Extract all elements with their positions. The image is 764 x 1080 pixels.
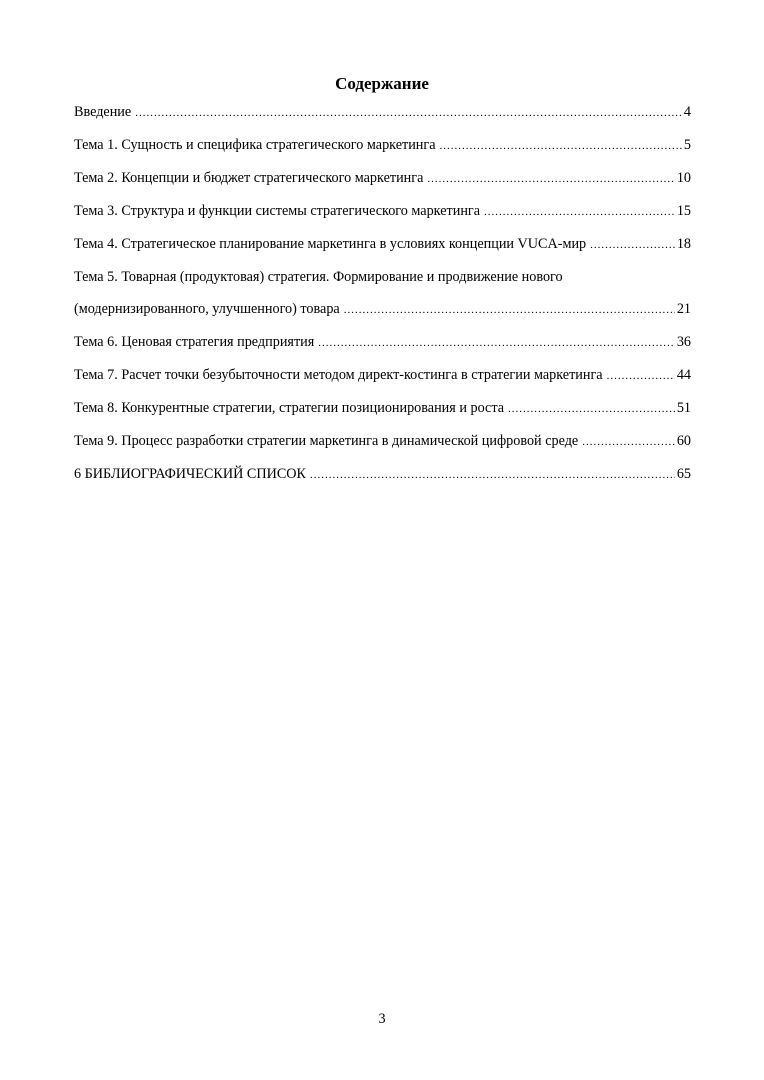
toc-entry-introduction[interactable]	[74, 101, 691, 123]
dot-leader	[440, 135, 682, 157]
toc-entry-text: Тема 2. Концепции и бюджет стратегического маркетинга	[74, 170, 424, 186]
toc-entry-bibliography[interactable]	[74, 463, 691, 485]
toc-entry-topic-6[interactable]	[74, 331, 691, 353]
dot-leader	[508, 398, 675, 420]
toc-entry-topic-1[interactable]	[74, 134, 691, 156]
toc-entry-text: Тема 4. Стратегическое планирование маркетинга в условиях концепции VUCA-мир	[74, 236, 587, 252]
toc-entry-topic-5[interactable]	[74, 266, 691, 320]
toc-entry-topic-8[interactable]	[74, 397, 691, 419]
toc-entry-text: Тема 3. Структура и функции системы стратегического маркетинга	[74, 203, 481, 219]
dot-leader	[310, 464, 675, 486]
toc-entry-topic-9[interactable]	[74, 430, 691, 452]
toc-entry-page: 65	[676, 466, 691, 482]
dot-leader	[318, 332, 675, 354]
toc-entry-topic-2[interactable]	[74, 167, 691, 189]
toc-entry-page: 15	[676, 203, 691, 219]
dot-leader	[582, 431, 675, 453]
toc-entry-text: Тема 6. Ценовая стратегия предприятия	[74, 334, 315, 350]
toc-entry-text-continued: (модернизированного, улучшенного) товара	[74, 301, 340, 317]
toc-entry-topic-3[interactable]	[74, 200, 691, 222]
dot-leader	[590, 234, 675, 256]
toc-entry-page: 4	[683, 104, 691, 120]
toc-entry-topic-4[interactable]	[74, 233, 691, 255]
toc-entry-text: Тема 5. Товарная (продуктовая) стратегия. Формирование и продвижение нового	[74, 269, 563, 285]
page-number: 3	[378, 1011, 386, 1027]
toc-entry-page: 44	[676, 367, 691, 383]
dot-leader	[607, 365, 675, 387]
dot-leader	[427, 168, 674, 190]
toc-entry-page: 60	[676, 433, 691, 449]
toc-entry-text: Введение	[74, 104, 132, 120]
table-of-contents	[74, 101, 691, 496]
dot-leader	[484, 201, 675, 223]
dot-leader	[344, 299, 675, 321]
toc-entry-text: Тема 9. Процесс разработки стратегии маркетинга в динамической цифровой среде	[74, 433, 579, 449]
toc-title: Содержание	[335, 74, 429, 93]
toc-entry-text: Тема 8. Конкурентные стратегии, стратегии позиционирования и роста	[74, 400, 504, 416]
dot-leader	[135, 102, 682, 124]
toc-entry-text: 6 БИБЛИОГРАФИЧЕСКИЙ СПИСОК	[74, 466, 306, 482]
toc-entry-topic-7[interactable]	[74, 364, 691, 386]
toc-entry-page: 10	[676, 170, 691, 186]
toc-entry-page: 5	[683, 137, 691, 153]
toc-entry-page: 51	[676, 400, 691, 416]
toc-entry-page: 36	[676, 334, 691, 350]
toc-entry-page: 18	[676, 236, 691, 252]
toc-entry-page: 21	[676, 301, 691, 317]
toc-entry-text: Тема 1. Сущность и специфика стратегического маркетинга	[74, 137, 436, 153]
toc-entry-text: Тема 7. Расчет точки безубыточности методом директ-костинга в стратегии маркетинга	[74, 367, 603, 383]
